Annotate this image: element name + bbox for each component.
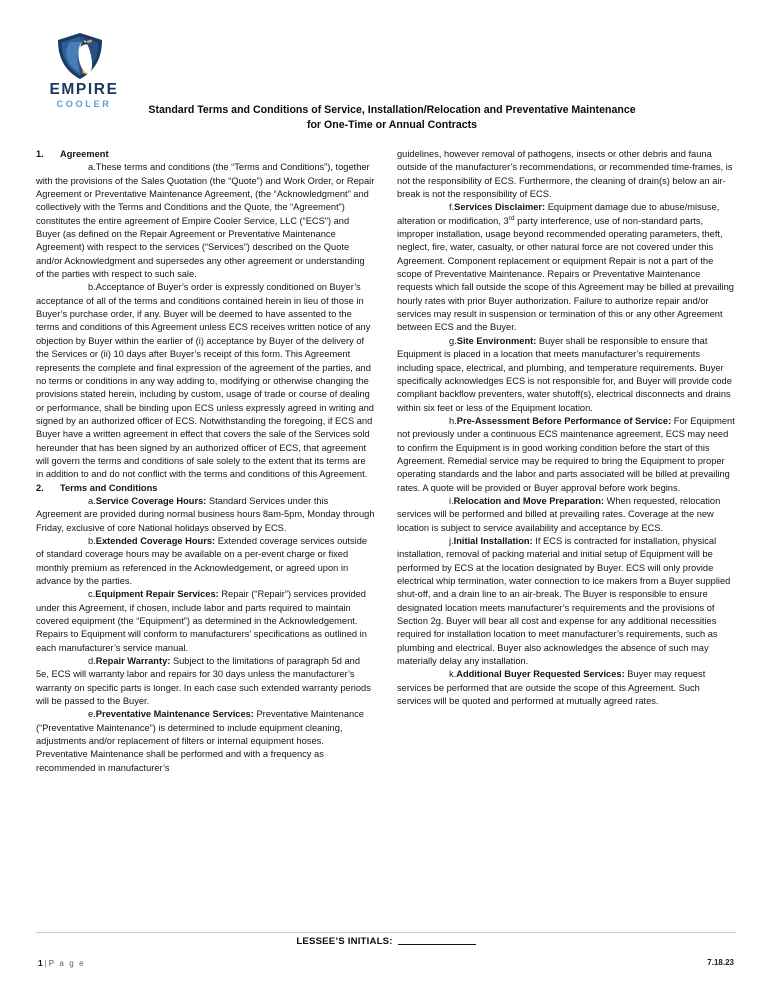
paragraph-2b [36, 535, 375, 588]
paragraph-2k-letter: k. [449, 669, 457, 680]
lessee-initials-field[interactable] [398, 944, 476, 945]
paragraph-2c-letter: c. [88, 589, 96, 600]
paragraph-2j-text: If ECS is contracted for installation, physical installation, removal of packing material and initial setup of Equipment will be performed by ECS at the location designated by Buyer. ECS will only provide electrical whip termination, water connection to ice makers from a Buyer supplied shut-off, and a drain line to an air-break. The Buyer is responsible to ensure designated location meets manufacturer’s requirements and the provisions of Section 2g. Buyer will bear all cost and expense for any additional necessities required for installation location to meet manufacturer’s requirements, such as plumbing and electrical. Buyer also acknowledges the absence of such may materially delay any installation. [397, 535, 731, 667]
paragraph-1a [36, 161, 375, 281]
paragraph-2e-letter: e. [88, 709, 96, 720]
section-2-title: Terms and Conditions [60, 482, 158, 493]
section-1-heading [36, 148, 375, 161]
section-2-heading [36, 482, 375, 495]
paragraph-2a-text: Standard Services under this Agreement are provided during normal business hours 8am-5pm, Monday through Friday, exclusive of core National holidays observed by ECS. [36, 495, 375, 533]
paragraph-2g [397, 335, 736, 415]
page-number-word: P a g e [48, 959, 86, 968]
paragraph-2f [397, 201, 736, 334]
lessee-initials-label: LESSEE’S INITIALS: [296, 936, 393, 947]
paragraph-2e [36, 708, 375, 775]
company-logo [36, 32, 146, 110]
paragraph-2h [397, 415, 736, 495]
paragraph-2b-text: Extended coverage services outside of standard coverage hours may be available on a per-event charge or fixed monthly premium as referenced in the Acknowledgement, or agreed upon in advance by the parties. [36, 535, 368, 586]
paragraph-2c-lead: Equipment Repair Services: [95, 589, 219, 600]
left-column [36, 148, 375, 923]
paragraph-1b [36, 281, 375, 481]
paragraph-2b-lead: Extended Coverage Hours: [95, 535, 216, 546]
paragraph-2h-text: For Equipment not previously under a continuous ECS maintenance agreement, ECS may need to confirm the Equipment is in good working condition before the start of this Agreement. Remedial service may be required to bring the Equipment to proper operating standards and the labor and parts associated will be billed at prevailing rates. A quote will be provided or Buyer approval before work begins. [397, 415, 735, 493]
section-2-number: 2. [36, 482, 44, 493]
paragraph-2i-letter: i. [449, 495, 454, 506]
paragraph-2k [397, 668, 736, 708]
paragraph-2a [36, 495, 375, 535]
paragraph-1b-letter: b. [88, 282, 96, 293]
paragraph-2f-lead: Services Disclaimer: [454, 202, 546, 213]
paragraph-2k-text: Buyer may request services be performed that are outside the scope of this Agreement. Such services will be quoted and performed at mutually agreed rates. [397, 669, 706, 707]
page-number-footer [38, 958, 85, 968]
paragraph-2j-letter: j. [449, 535, 454, 546]
paragraph-1a-text: These terms and conditions (the “Terms and Conditions”), together with the provisions of the Sales Quotation (the “Quote”) and Work Order, or Repair Agreement or Preventative Maintenance Agreement, (the “Acknowledgment” and collectively with the Terms and Conditions and the Quote, the “Agreement”) constitutes the entire agreement of Empire Cooler Service, LLC (“ECS”) and Buyer (as defined on the Repair Agreement or Preventative Maintenance Agreement) with respect to the services (“Services”) described on the Quote and/or Acknowledgment and supersedes any other agreement or understanding of the parties with respect to such sale. [36, 162, 375, 280]
paragraph-2d-letter: d. [88, 656, 96, 667]
paragraph-2b-letter: b. [88, 535, 96, 546]
section-1-number: 1. [36, 149, 44, 159]
page-number-value: 1 [38, 958, 43, 968]
paragraph-2a-letter: a. [88, 495, 96, 506]
paragraph-2e-continued: guidelines, however removal of pathogens, insects or other debris and fauna outside of the manufacturer’s recommendations, or recommended time-frames, is not the responsibility of ECS. Furthermore, the cleaning of drain(s) below an air-break is not the responsibility of ECS. [397, 149, 733, 200]
paragraph-2g-letter: g. [449, 335, 457, 346]
paragraph-2g-text: Buyer shall be responsible to ensure that Equipment is placed in a location that meets manufacturer’s requirements including space, electrical, and plumbing, and temperature requirements. Buyer specifically acknowledges ECS is not responsible for, and Buyer will provide code compliant backflow preventers, water shutoff(s), electrical disconnects and drains within six feet or less of the Equipment location. [397, 335, 732, 413]
ordinal-suffix: rd [508, 214, 515, 222]
paragraph-2e-lead: Preventative Maintenance Services: [95, 709, 254, 720]
document-title-line-1: Standard Terms and Conditions of Service, Installation/Relocation and Preventative Maintenance [148, 104, 636, 116]
logo-cooler-text: COOLER [56, 99, 112, 110]
paragraph-1b-text: Acceptance of Buyer’s order is expressly conditioned on Buyer’s acceptance of all of the terms and conditions contained herein in lieu of those in Buyer’s purchase order, if any. Buyer will be deemed to have assented to the terms and conditions of this Agreement unless ECS receives written notice of any objection by Buyer within the earlier of (i) acceptance by Buyer of the delivery of the Services or (ii) 10 days after Buyer’s receipt of this form. This Agreement represents the complete and final expression of the agreement of the parties, and no terms or conditions in any way adding to, modifying or otherwise changing the provisions stated herein, including by custom, usage of trade or course of dealing or performance, shall be binding upon ECS unless expressly agreed in writing and signed by an authorized officer of ECS. Notwithstanding the foregoing, if ECS and Buyer have a written agreement in effect that covers the sale of the Services sold hereunder that has been signed by an authorized officer of ECS, that agreement will govern the terms and conditions of sale solely to the extent that its terms are in addition to and do not conflict with the terms and conditions of this Agreement. [36, 282, 374, 480]
page-number-separator: | [44, 959, 47, 968]
footer-divider [36, 932, 736, 933]
paragraph-2e-text: Preventative Maintenance (“Preventative Maintenance”) is determined to include equipment cleaning, adjustments and/or replacement of filters or internal equipment hoses. Preventative Maintenance shall be performed and with a frequency as recommended in manufacturer’s [36, 709, 364, 773]
empire-cooler-shield-penguin-icon [54, 32, 106, 80]
paragraph-2i [397, 495, 736, 535]
paragraph-2g-lead: Site Environment: [456, 335, 537, 346]
paragraph-2i-text: When requested, relocation services will be performed and billed at prevailing rates. Coverage at the new location is subject to service availability and acceptance by ECS. [397, 495, 721, 533]
paragraph-2j-lead: Initial Installation: [453, 535, 533, 546]
paragraph-2a-lead: Service Coverage Hours: [95, 495, 207, 506]
paragraph-2c-text: Repair (“Repair”) services provided under this Agreement, if chosen, include labor and parts required to maintain covered equipment (the “Equipment”) as determined in the Acknowledgement. Repairs to Equipment will conform to manufacturers’ specifications as outlined in each manufacturer’s service manual. [36, 589, 367, 653]
section-1-title: Agreement [60, 149, 109, 159]
paragraph-2j [397, 535, 736, 668]
paragraph-2f-text-part-2: party interference, use of non-standard parts, improper installation, usage beyond recommended operating parameters, theft, neglect, fire, water, casualty, or other natural force are not covered under this Agreement. Component replacement or equipment Repair is not a part of the scope of Preventative Maintenance. Repairs or Preventative Maintenance requests which fall outside the scope of this Agreement may be billed at prevailing hourly rates with prior Buyer authorization. Failure to authorize repair and/or services may result in suspension or termination of this or any other Agreement between ECS and the Buyer. [397, 215, 734, 333]
paragraph-2f-letter: f. [449, 202, 455, 213]
paragraph-2k-lead: Additional Buyer Requested Services: [456, 669, 625, 680]
paragraph-2d-text: Subject to the limitations of paragraph 5d and 5e, ECS will warranty labor and repairs for 30 days unless the manufacturer’s warranty on specific parts is longer. In each case such extended warranty periods will be passed to the Buyer. [36, 656, 371, 707]
document-title [104, 103, 680, 133]
document-revision-date: 7.18.23 [707, 958, 734, 967]
paragraph-2d [36, 655, 375, 708]
document-body [36, 148, 736, 923]
paragraph-1a-letter: a. [88, 162, 96, 173]
paragraph-2c [36, 588, 375, 655]
paragraph-2h-lead: Pre-Assessment Before Performance of Service: [456, 415, 672, 426]
paragraph-2d-lead: Repair Warranty: [95, 656, 171, 667]
logo-empire-text: EMPIRE [49, 81, 119, 98]
paragraph-2f-text-part-1: Equipment damage due to abuse/misuse, alteration or modification, 3 [397, 202, 720, 226]
lessee-initials-row [36, 936, 736, 947]
right-column [397, 148, 736, 923]
document-title-line-2: for One-Time or Annual Contracts [306, 119, 478, 131]
paragraph-2h-letter: h. [449, 415, 457, 426]
paragraph-2i-lead: Relocation and Move Preparation: [453, 495, 604, 506]
